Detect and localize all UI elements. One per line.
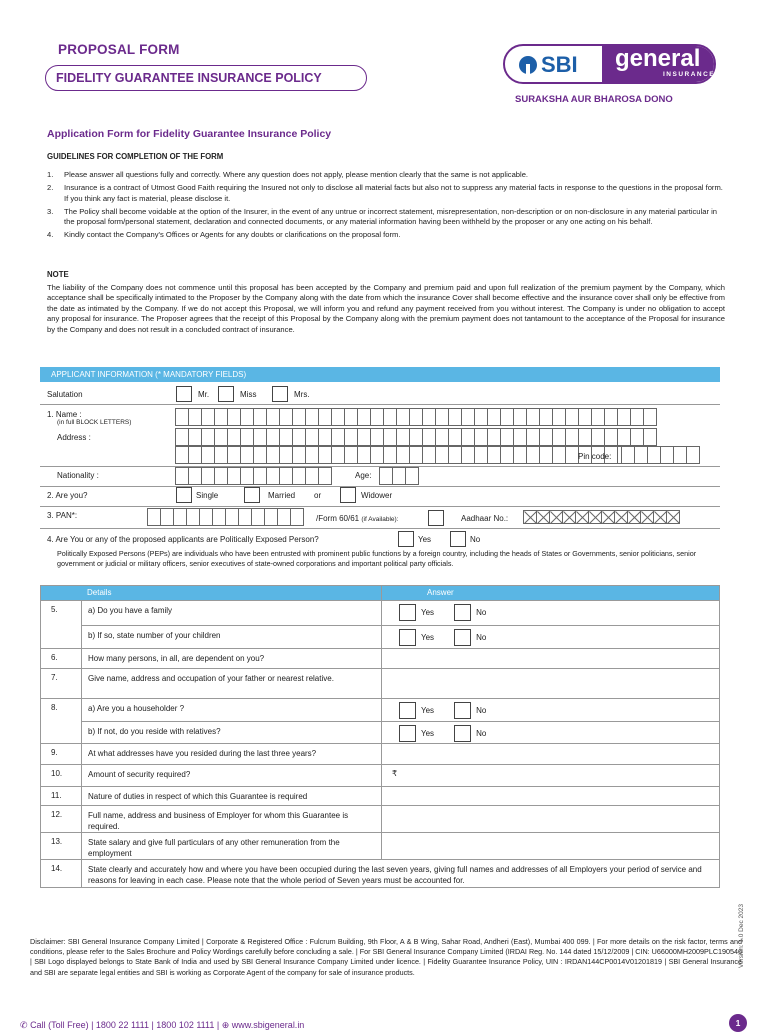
form60-label: /Form 60/61 (if Available): xyxy=(316,514,399,523)
married-label: Married xyxy=(268,491,296,500)
applicant-info-bar: APPLICANT INFORMATION (* MANDATORY FIELDS) xyxy=(40,367,720,382)
aadhaar-label: Aadhaar No.: xyxy=(461,514,509,523)
name-hint: (in full BLOCK LETTERS) xyxy=(57,419,132,426)
pep-question: 4. Are You or any of the proposed applicants are Politically Exposed Person? xyxy=(47,535,319,544)
aadhaar-input[interactable] xyxy=(524,510,680,524)
table-row: b) If so, state number of your children Yes No xyxy=(41,626,720,649)
answer-cell[interactable] xyxy=(382,806,720,833)
answer-cell[interactable] xyxy=(382,787,720,806)
page-number: 1 xyxy=(729,1014,747,1032)
children-no-checkbox[interactable] xyxy=(454,629,471,646)
miss-checkbox[interactable] xyxy=(218,386,234,402)
toll-free-numbers: Call (Toll Free) | 1800 22 1111 | 1800 102 1111 | xyxy=(30,1020,220,1030)
disclaimer: Disclaimer: SBI General Insurance Company Limited | Corporate & Registered Office : Fulcrum Building, 9th Floor, A & B Wing, Sahar Road, Andheri (East), Mumbai 400 099. | For more details on the risk factor, terms and conditions, please refer to the Sales Brochure and Policy Wordings carefully before concluding a sale. | For SBI General Insurance Company Limited (IRDAI Reg. No. 144 dated 15/12/2009 | CIN: U66000MH2009PLC190546 | SBI Logo displayed belongs to State Bank of India and used by SBI General Insurance Company Limited under licence. | Fidelity Guarantee Insurance Policy, UIN : IRDAN144CP0014V01201819 | SBI General Insurance and SBI are separate legal entities and SBI is working as Corporate Agent of the company for sale of insurance products. xyxy=(30,937,742,977)
householder-no-checkbox[interactable] xyxy=(454,702,471,719)
marital-status-label: 2. Are you? xyxy=(47,491,88,500)
table-row: 6. How many persons, in all, are dependent on you? xyxy=(41,649,720,669)
website-link[interactable]: www.sbigeneral.in xyxy=(231,1020,305,1030)
pan-label: 3. PAN*: xyxy=(47,511,78,520)
miss-label: Miss xyxy=(240,390,257,399)
details-table xyxy=(40,585,720,888)
widower-checkbox[interactable] xyxy=(340,487,356,503)
mr-label: Mr. xyxy=(198,390,210,399)
pep-definition: Politically Exposed Persons (PEPs) are individuals who have been entrusted with prominent public functions by a foreign country, including the heads of States or Governments, senior politicians, senior government or judicial or military officers, senior executives of state-owned corporations and important political party officials. xyxy=(57,549,697,568)
web-icon: ⊕ xyxy=(221,1020,230,1030)
answer-cell[interactable] xyxy=(382,744,720,765)
footer xyxy=(20,1020,304,1031)
guidelines-list xyxy=(47,170,727,244)
children-yes-checkbox[interactable] xyxy=(399,629,416,646)
phone-icon: ✆ xyxy=(20,1020,28,1030)
table-row: 11. Nature of duties in respect of which this Guarantee is required xyxy=(41,787,720,806)
policy-name: FIDELITY GUARANTEE INSURANCE POLICY xyxy=(45,65,367,91)
table-row: b) If not, do you reside with relatives? Yes No xyxy=(41,722,720,744)
table-row: 12. Full name, address and business of Employer for whom this Guarantee is required. xyxy=(41,806,720,833)
sbi-general-logo xyxy=(503,44,716,84)
married-checkbox[interactable] xyxy=(244,487,260,503)
name-input[interactable] xyxy=(176,408,657,426)
answer-header: Answer xyxy=(382,586,720,601)
form-title: PROPOSAL FORM xyxy=(58,42,180,57)
logo-sbi-text: SBI xyxy=(541,52,578,77)
age-label: Age: xyxy=(355,471,372,480)
tagline: SURAKSHA AUR BHAROSA DONO xyxy=(515,94,673,105)
pincode-label: Pin code: xyxy=(578,452,612,461)
answer-cell: Yes No xyxy=(382,722,720,744)
rupee-symbol: ₹ xyxy=(392,769,398,778)
family-yes-checkbox[interactable] xyxy=(399,604,416,621)
table-row: 13. State salary and give full particulars of any other remuneration from the employment xyxy=(41,833,720,860)
table-row: 8. a) Are you a householder ? Yes No xyxy=(41,699,720,722)
answer-cell[interactable] xyxy=(382,649,720,669)
pep-no-label: No xyxy=(470,535,481,544)
single-label: Single xyxy=(196,491,219,500)
pincode-input[interactable] xyxy=(622,446,700,464)
answer-cell[interactable] xyxy=(382,833,720,860)
list-item: 4. Kindly contact the Company's Offices or Agents for any doubts or clarifications on the proposal form. xyxy=(47,230,401,240)
list-item: 2. Insurance is a contract of Utmost Good Faith requiring the Insured not only to disclose all material facts but also not to suppress any material facts in response to the questions in the proposal form. If you think any fact is material, please disclose it. xyxy=(47,183,723,203)
mr-checkbox[interactable] xyxy=(176,386,192,402)
salutation-label: Salutation xyxy=(47,390,83,399)
answer-cell: Yes No xyxy=(382,626,720,649)
form60-checkbox[interactable] xyxy=(428,510,444,526)
name-label: 1. Name : xyxy=(47,410,82,419)
table-row: 5. a) Do you have a family Yes No xyxy=(41,601,720,626)
note-heading: NOTE xyxy=(47,270,69,279)
details-header: Details xyxy=(41,586,382,601)
nationality-label: Nationality : xyxy=(57,471,99,480)
table-row: 14. State clearly and accurately how and where you have been occupied during the last seven years, giving full names and addresses of all Employers your period of service and reasons for leaving in each case. Please note that the whole period of Seven years must be accounted for. xyxy=(41,860,720,888)
note-text: The liability of the Company does not commence until this proposal has been accepted by the Company and premium paid and upon full realization of the premium payment by the Company, which acceptance shall be specifically intimated to the Proposer by the Company along with the date from which the insurance Cover shall become effective and the insurance cover shall only be effective from the date as intimated by the Company. If we do not accept this Proposal, we will inform you and refund any payment received from you without interest. The Company is under no obligation to accept any proposal for insurance. The Proposer agrees that the receipt of this Proposal by the Company along with the premium payment does not tantamount to the acceptance of the Proposal for insurance by the Company and does not result in a concluded contract of insurance. xyxy=(47,283,725,334)
list-item: 1. Please answer all questions fully and correctly. Where any question does not apply, please mention clearly that the same is not applicable. xyxy=(47,170,529,179)
pep-no-checkbox[interactable] xyxy=(450,531,466,547)
single-checkbox[interactable] xyxy=(176,487,192,503)
table-row: 10. Amount of security required? ₹ xyxy=(41,765,720,787)
address-label: Address : xyxy=(57,433,91,442)
or-label: or xyxy=(314,491,322,500)
logo-insurance-text: INSURANCE xyxy=(663,71,716,78)
age-input[interactable] xyxy=(380,467,419,485)
mrs-checkbox[interactable] xyxy=(272,386,288,402)
answer-cell[interactable] xyxy=(382,669,720,699)
widower-label: Widower xyxy=(361,491,393,500)
sbi-keyhole-icon xyxy=(519,56,537,74)
pan-input[interactable] xyxy=(148,508,304,526)
table-row: 9. At what addresses have you resided during the last three years? xyxy=(41,744,720,765)
table-row: 7. Give name, address and occupation of your father or nearest relative. xyxy=(41,669,720,699)
nationality-input[interactable] xyxy=(176,467,332,485)
relatives-no-checkbox[interactable] xyxy=(454,725,471,742)
answer-cell: Yes No xyxy=(382,699,720,722)
mrs-label: Mrs. xyxy=(294,390,310,399)
pep-yes-label: Yes xyxy=(418,535,432,544)
householder-yes-checkbox[interactable] xyxy=(399,702,416,719)
application-title: Application Form for Fidelity Guarantee Insurance Policy xyxy=(47,128,332,140)
family-no-checkbox[interactable] xyxy=(454,604,471,621)
pep-yes-checkbox[interactable] xyxy=(398,531,414,547)
relatives-yes-checkbox[interactable] xyxy=(399,725,416,742)
address-input-line-1[interactable] xyxy=(176,428,657,446)
logo-general-text: general xyxy=(615,45,701,72)
guidelines-heading: GUIDELINES FOR COMPLETION OF THE FORM xyxy=(47,152,224,161)
answer-cell: Yes No xyxy=(382,601,720,626)
list-item: 3. The Policy shall become voidable at the option of the Insurer, in the event of any untrue or incorrect statement, misrepresentation, non-description or on non-disclosure in any material particular in the proposal form/personal statement, declaration and connected documents, or any material information having been withheld by the proposer or any one acting on his behalf. xyxy=(47,206,717,227)
version-label: Version: 1.0 Dec 2023 xyxy=(738,904,745,968)
answer-cell[interactable] xyxy=(382,765,720,787)
